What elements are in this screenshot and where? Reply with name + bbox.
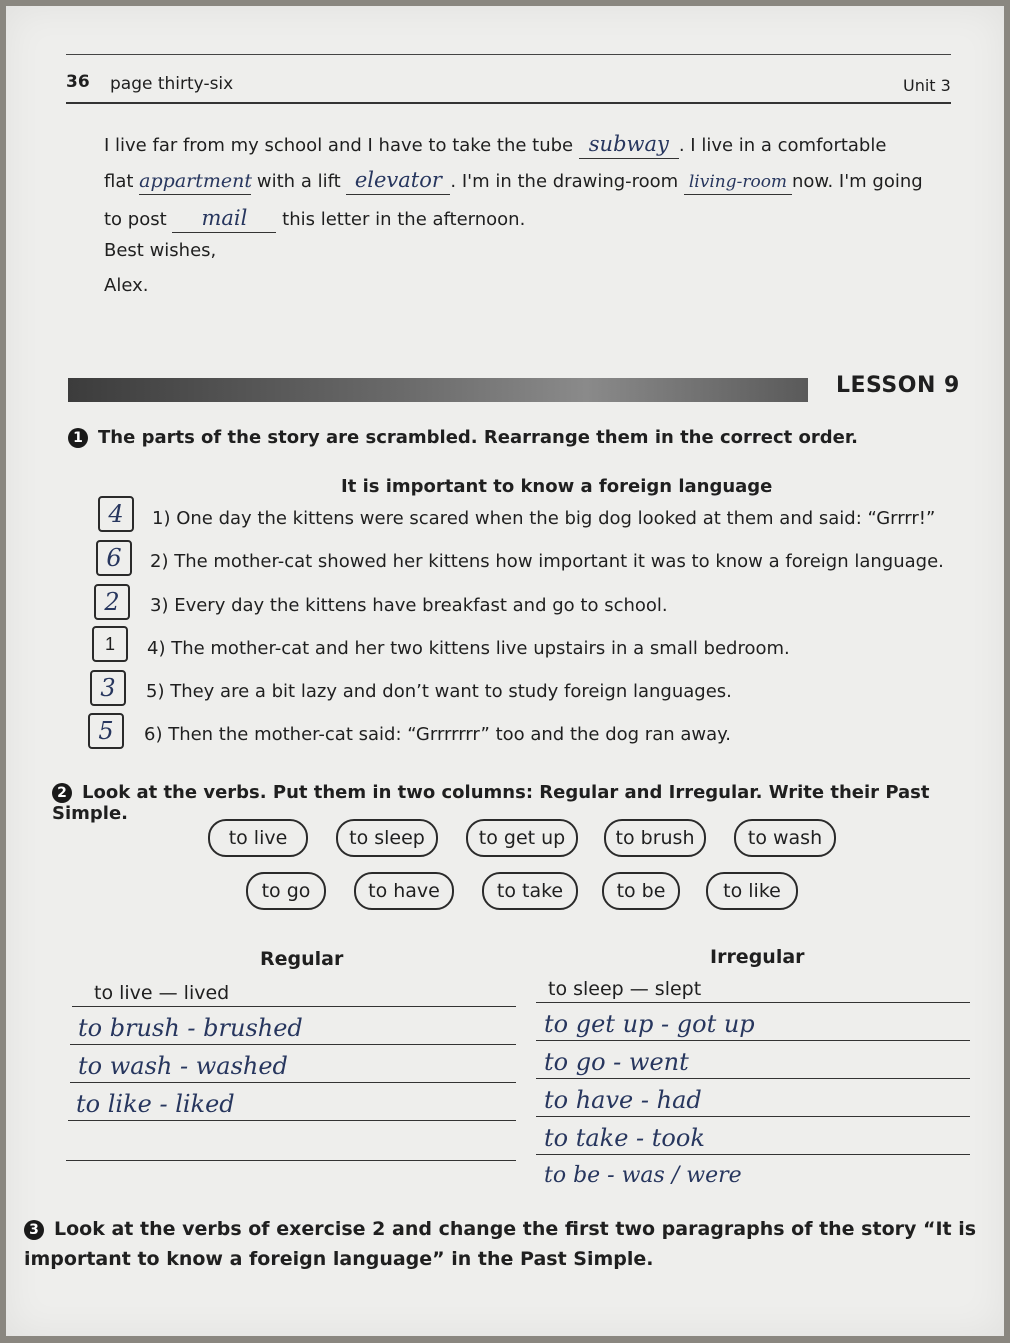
verb-pill-to-wash: to wash <box>734 819 836 857</box>
story-part-2: 2) The mother-cat showed her kittens how important it was to know a foreign language. <box>150 551 944 572</box>
letter-line-1: I live far from my school and I have to take the tube subway . I live in a comfortable <box>104 132 886 159</box>
verb-pill-to-take: to take <box>482 872 578 910</box>
irregular-row-3: to go - went <box>536 1048 970 1079</box>
blank-post: mail <box>172 206 276 233</box>
regular-row-3: to wash - washed <box>70 1052 516 1083</box>
page-number-text: page thirty-six <box>110 74 234 94</box>
story-part-6: 6) Then the mother-cat said: “Grrrrrrr” too and the dog ran away. <box>144 724 731 745</box>
regular-row-2: to brush - brushed <box>70 1014 516 1045</box>
unit-label: Unit 3 <box>903 76 951 95</box>
header-bottom-rule <box>66 102 951 104</box>
answer-box-4[interactable]: 1 <box>92 626 128 662</box>
story-part-1: 1) One day the kittens were scared when the big dog looked at them and said: “Grrrr!” <box>152 508 936 529</box>
exercise-3-instruction: 3 Look at the verbs of exercise 2 and change the first two paragraphs of the story “It is important to know a foreign language” in the Past Simple. <box>24 1218 977 1270</box>
irregular-row-5: to take - took <box>536 1124 970 1155</box>
story-part-4: 4) The mother-cat and her two kittens live upstairs in a small bedroom. <box>147 638 790 659</box>
blank-room: living-room <box>684 170 792 195</box>
irregular-column-header: Irregular <box>710 946 805 968</box>
letter-line-3: to post mail this letter in the afternoon. <box>104 206 525 233</box>
irregular-row-4: to have - had <box>536 1086 970 1117</box>
letter-closing: Best wishes, <box>104 240 217 261</box>
letter-line-2: flat appartment with a lift elevator . I'm in the drawing-room living-room now. I'm going <box>104 168 923 195</box>
verb-pill-to-be: to be <box>602 872 680 910</box>
irregular-row-1: to sleep — slept <box>536 972 970 1003</box>
story-part-5: 5) They are a bit lazy and don’t want to study foreign languages. <box>146 681 732 702</box>
exercise-1-instruction: 1 The parts of the story are scrambled. Rearrange them in the correct order. <box>68 427 858 448</box>
regular-row-1: to live — lived <box>72 976 516 1007</box>
irregular-row-6: to be - was / were <box>544 1163 742 1188</box>
verb-pill-to-sleep: to sleep <box>336 819 438 857</box>
verb-pill-to-get-up: to get up <box>466 819 578 857</box>
regular-row-5 <box>66 1130 516 1161</box>
answer-box-1[interactable]: 4 <box>98 496 134 532</box>
exercise-2-number: 2 <box>52 783 72 803</box>
exercise-1-number: 1 <box>68 428 88 448</box>
answer-box-2[interactable]: 6 <box>96 540 132 576</box>
regular-row-4: to like - liked <box>68 1090 516 1121</box>
answer-box-5[interactable]: 3 <box>90 670 126 706</box>
exercise-2-instruction: 2 Look at the verbs. Put them in two columns: Regular and Irregular. Write their Past Simple. <box>52 782 930 824</box>
exercise-3-number: 3 <box>24 1220 44 1240</box>
workbook-page <box>6 6 1004 1336</box>
page-number: 36 <box>66 72 90 92</box>
verb-pill-to-brush: to brush <box>604 819 706 857</box>
blank-lift: elevator <box>346 168 450 195</box>
irregular-row-2: to get up - got up <box>536 1010 970 1041</box>
story-part-3: 3) Every day the kittens have breakfast and go to school. <box>150 595 668 616</box>
lesson-title: LESSON 9 <box>836 373 960 398</box>
verb-pill-to-live: to live <box>208 819 308 857</box>
answer-box-3[interactable]: 2 <box>94 584 130 620</box>
header-top-rule <box>66 54 951 55</box>
verb-pill-to-go: to go <box>246 872 326 910</box>
answer-box-6[interactable]: 5 <box>88 713 124 749</box>
verb-pill-to-like: to like <box>706 872 798 910</box>
blank-flat: appartment <box>139 169 251 195</box>
verb-pill-to-have: to have <box>354 872 454 910</box>
lesson-banner-bar <box>68 378 808 402</box>
regular-column-header: Regular <box>260 948 344 970</box>
blank-subway: subway <box>579 132 679 159</box>
story-title: It is important to know a foreign language <box>341 476 773 497</box>
letter-signature: Alex. <box>104 275 149 296</box>
